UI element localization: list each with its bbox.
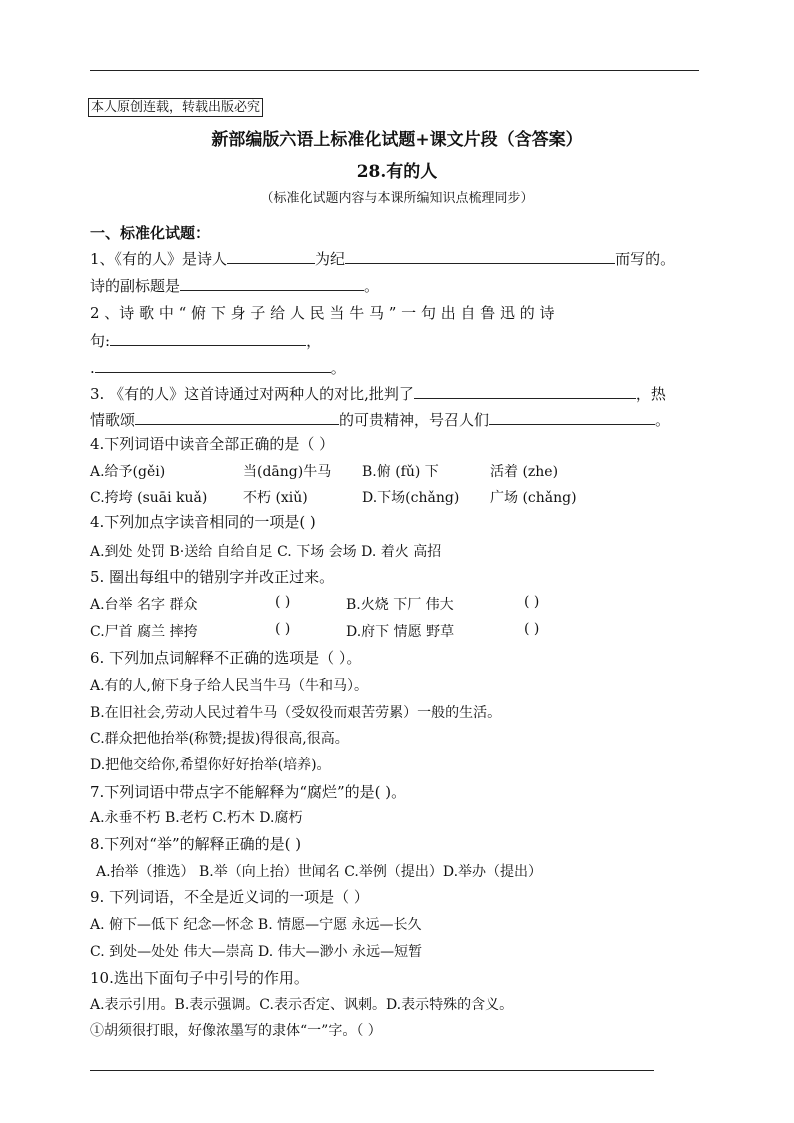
q4a-option-c1: C.挎垮 (suāi kuǎ)	[90, 490, 208, 506]
q3-blank-criticize[interactable]	[414, 383, 636, 399]
question-2-line2	[90, 330, 321, 351]
q2-text-c: ，	[306, 332, 322, 350]
q5-row2-a: C.尸首 腐兰 摔挎	[90, 624, 198, 640]
question-8-stem: 8.下列对“举”的解释正确的是( )	[90, 835, 302, 853]
q1-blank-subtitle[interactable]	[180, 275, 364, 291]
q4a-option-b2: 活着 (zhe)	[490, 464, 559, 480]
q9-options-row1: A. 俯下—低下 纪念—怀念 B. 情愿—宁愿 永远—长久	[90, 917, 422, 933]
q6-option-a: A.有的人,俯下身子给人民当牛马（牛和马）。	[90, 678, 369, 694]
q4a-option-a2: 当(dāng)牛马	[243, 464, 332, 480]
q1-text-a: 1、《有的人》是诗人	[90, 250, 228, 268]
q8-options: A.抬举（推选） B.举（向上抬）世闻名 C.举例（提出）D.举办（提出）	[96, 864, 543, 880]
q2-text-b: 句:	[90, 332, 111, 350]
copyright-note: 本人原创连载，转载出版必究	[88, 98, 263, 117]
question-2-line3	[90, 357, 346, 378]
subtitle: （标准化试题内容与本课所编知识点梳理同步）	[260, 191, 534, 206]
q6-option-b: B.在旧社会,劳动人民过着牛马（受奴役而艰苦劳累）一般的生活。	[90, 705, 502, 721]
q3-blank-call[interactable]	[489, 409, 655, 425]
q7-options: A.永垂不朽 B.老朽 C.朽木 D.腐朽	[90, 810, 303, 826]
q3-blank-praise[interactable]	[135, 409, 339, 425]
question-1-line2	[90, 275, 379, 296]
lesson-title: 28.有的人	[356, 162, 438, 182]
question-4b-stem: 4.下列加点字读音相同的一项是( )	[90, 513, 316, 531]
q5-row1-paren1[interactable]: ( )	[275, 594, 291, 610]
q9-options-row2: C. 到处—处处 伟大—崇高 D. 伟大—渺小 永远—短暂	[90, 944, 423, 960]
question-4a-stem: 4.下列词语中读音全部正确的是（ ）	[90, 435, 335, 453]
q4a-option-b1: B.俯 (fǔ) 下	[362, 464, 439, 480]
question-6-stem: 6. 下列加点词解释不正确的选项是（ ）。	[90, 649, 362, 667]
section-heading: 一、标准化试题：	[90, 224, 211, 242]
q1-text-b: 为纪	[315, 250, 346, 268]
q4b-options: A.到处 处罚 B·送给 自给自足 C. 下场 会场 D. 着火 高招	[90, 544, 442, 560]
page-title: 新部编版六语上标准化试题+课文片段（含答案）	[211, 130, 583, 150]
top-rule	[90, 70, 699, 71]
q3-text-b: ，热	[635, 385, 666, 403]
q3-text-d: 的可贵精神，号召人们	[339, 411, 490, 429]
q2-text-e: 。	[330, 359, 346, 377]
question-2-line1: 2 、诗 歌 中 “ 俯 下 身 子 给 人 民 当 牛 马 ” 一 句 出 自 鲁 迅 的 诗	[90, 304, 555, 322]
q5-row1-b: B.火烧 下厂 伟大	[346, 597, 454, 613]
q1-text-d: 诗的副标题是	[90, 277, 181, 295]
q1-text-e: 。	[364, 277, 380, 295]
q1-blank-poet[interactable]	[227, 248, 315, 264]
question-1-line1	[90, 248, 675, 269]
question-9-stem: 9. 下列词语，不全是近义词的一项是（ ）	[90, 888, 369, 906]
q2-blank-1[interactable]	[110, 330, 306, 346]
q3-text-e: 。	[655, 411, 671, 429]
q4a-option-d1: D.下场(chǎng)	[362, 490, 460, 506]
q6-option-c: C.群众把他抬举(称赞;提拔)得很高,很高。	[90, 731, 349, 747]
q5-row1-paren2[interactable]: ( )	[524, 594, 540, 610]
question-3-line2	[90, 409, 670, 430]
q2-text-d: .	[90, 359, 95, 377]
q1-blank-purpose[interactable]	[345, 248, 615, 264]
q1-text-c: 而写的。	[615, 250, 676, 268]
bottom-rule	[90, 1070, 654, 1071]
q5-row2-paren2[interactable]: ( )	[524, 621, 540, 637]
q5-row2-b: D.府下 情愿 野草	[346, 624, 455, 640]
q10-item-1: ①胡须很打眼，好像浓墨写的隶体“一”字。（ ）	[90, 1023, 382, 1039]
q6-option-d: D.把他交给你,希望你好好抬举(培养)。	[90, 757, 331, 773]
q4a-option-a1: A.给予(gěi)	[90, 464, 166, 480]
q3-text-a: 3. 《有的人》这首诗通过对两种人的对比,批判了	[90, 385, 414, 403]
q3-text-c: 情歌颂	[90, 411, 136, 429]
q10-options: A.表示引用。B.表示强调。C.表示否定、讽刺。D.表示特殊的含义。	[90, 997, 514, 1013]
question-10-stem: 10.选出下面句子中引号的作用。	[90, 969, 309, 987]
question-7-stem: 7.下列词语中带点字不能解释为“腐烂”的是( )。	[90, 783, 407, 801]
q4a-option-c2: 不朽 (xiǔ)	[243, 490, 308, 506]
q4a-option-d2: 广场 (chǎng)	[490, 490, 577, 506]
q2-blank-2[interactable]	[95, 357, 331, 373]
question-3-line1	[90, 383, 666, 404]
q5-row1-a: A.台举 名字 群众	[90, 597, 198, 613]
question-5-stem: 5. 圈出每组中的错别字并改正过来。	[90, 568, 335, 586]
q5-row2-paren1[interactable]: ( )	[275, 621, 291, 637]
